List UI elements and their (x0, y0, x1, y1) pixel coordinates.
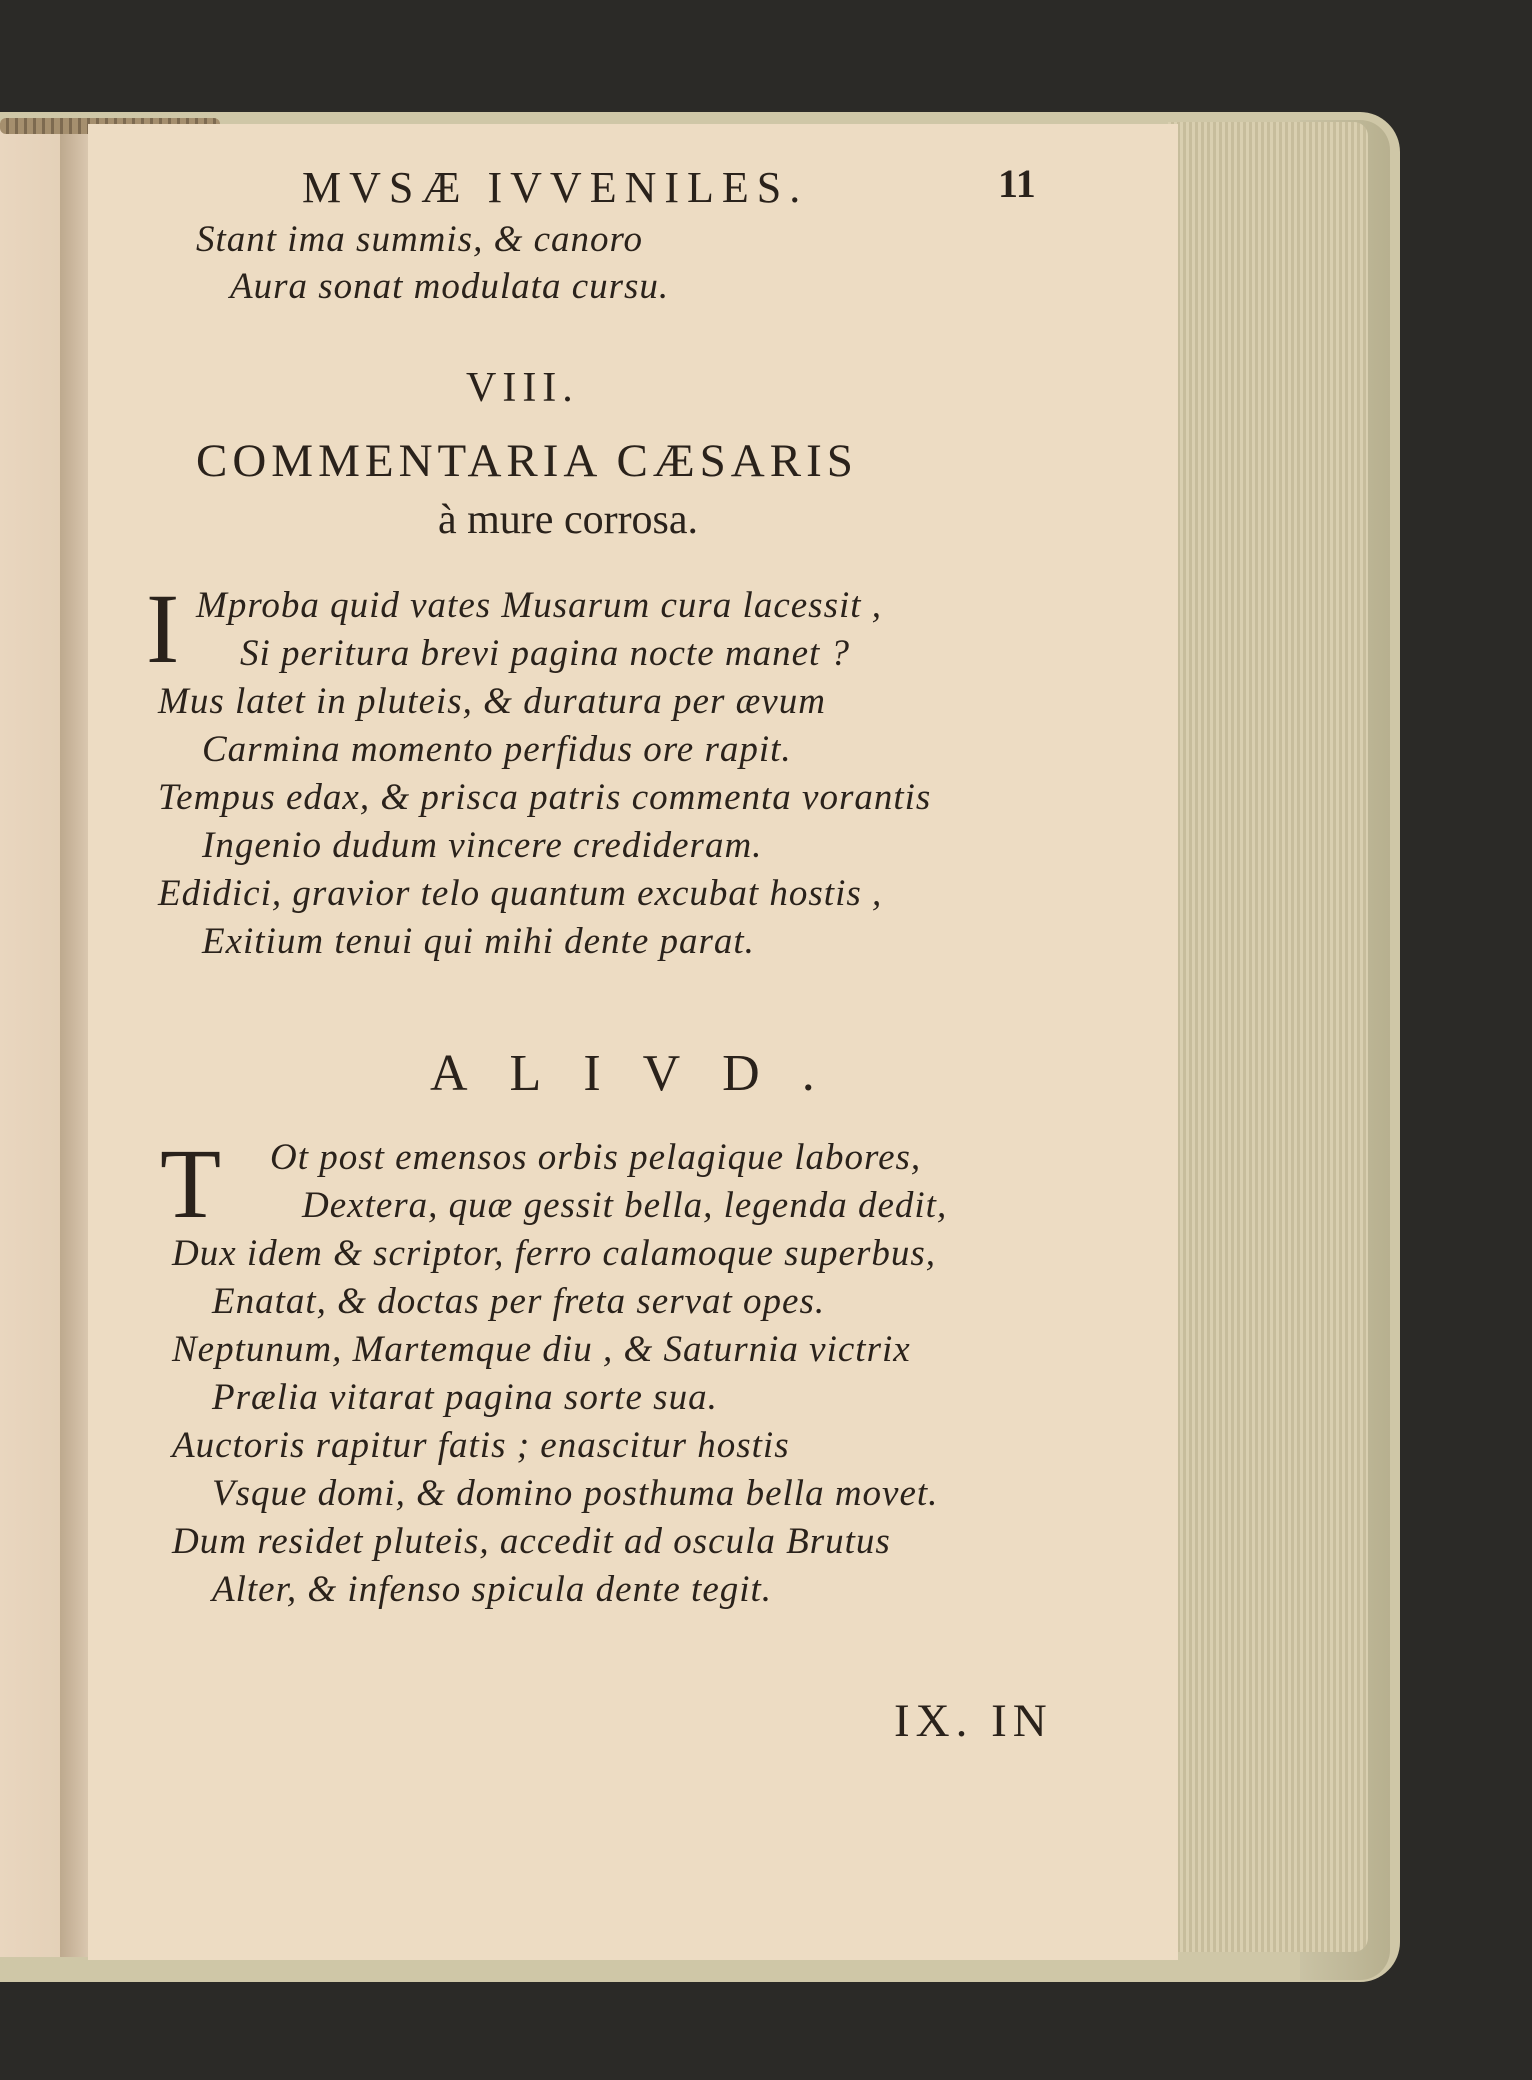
poem2-line-10: Alter, & infenso spicula dente tegit. (212, 1569, 773, 1610)
poem1-line-8: Exitium tenui qui mihi dente parat. (202, 921, 755, 962)
poem2-line-3: Dux idem & scriptor, ferro calamoque superbus, (172, 1233, 937, 1274)
poem1-line-6: Ingenio dudum vincere credideram. (202, 825, 763, 866)
running-head: MVSÆ IVVENILES. (302, 163, 809, 212)
page-edges (1168, 122, 1368, 1952)
poem2-line-2: Dextera, quæ gessit bella, legenda dedit, (302, 1185, 948, 1226)
dropcap-t: T (160, 1128, 222, 1239)
poem1-line-5: Tempus edax, & prisca patris commenta vorantis (158, 777, 932, 818)
poem2-line-6: Prælia vitarat pagina sorte sua. (212, 1377, 718, 1418)
page-number: 11 (998, 161, 1036, 206)
poem2-line-9: Dum residet pluteis, accedit ad oscula Brutus (172, 1521, 891, 1562)
poem-title: COMMENTARIA CÆSARIS (196, 435, 858, 487)
top-line-1: Stant ima summis, & canoro (196, 219, 644, 260)
dropcap-i: I (146, 573, 180, 684)
poem2-line-5: Neptunum, Martemque diu , & Saturnia victrix (172, 1329, 911, 1370)
poem1-line-3: Mus latet in pluteis, & duratura per ævum (158, 681, 826, 722)
poem2-line-7: Auctoris rapitur fatis ; enascitur hostis (172, 1425, 790, 1466)
poem2-line-8: Vsque domi, & domino posthuma bella movet. (212, 1473, 939, 1514)
catchword: IX. IN (894, 1695, 1053, 1747)
poem-subtitle: à mure corrosa. (438, 497, 699, 543)
top-line-2: Aura sonat modulata cursu. (230, 266, 670, 307)
poem2-line-4: Enatat, & doctas per freta servat opes. (212, 1281, 826, 1322)
section-number: VIII. (466, 365, 579, 411)
poem2-line-1: Ot post emensos orbis pelagique labores, (270, 1137, 922, 1178)
poem1-line-4: Carmina momento perfidus ore rapit. (202, 729, 792, 770)
poem1-line-7: Edidici, gravior telo quantum excubat hostis , (158, 873, 883, 914)
aliud-heading: ALIVD. (430, 1045, 857, 1102)
right-page (88, 124, 1178, 1960)
poem1-line-1: Mproba quid vates Musarum cura lacessit , (196, 585, 883, 626)
poem1-line-2: Si peritura brevi pagina nocte manet ? (240, 633, 851, 674)
